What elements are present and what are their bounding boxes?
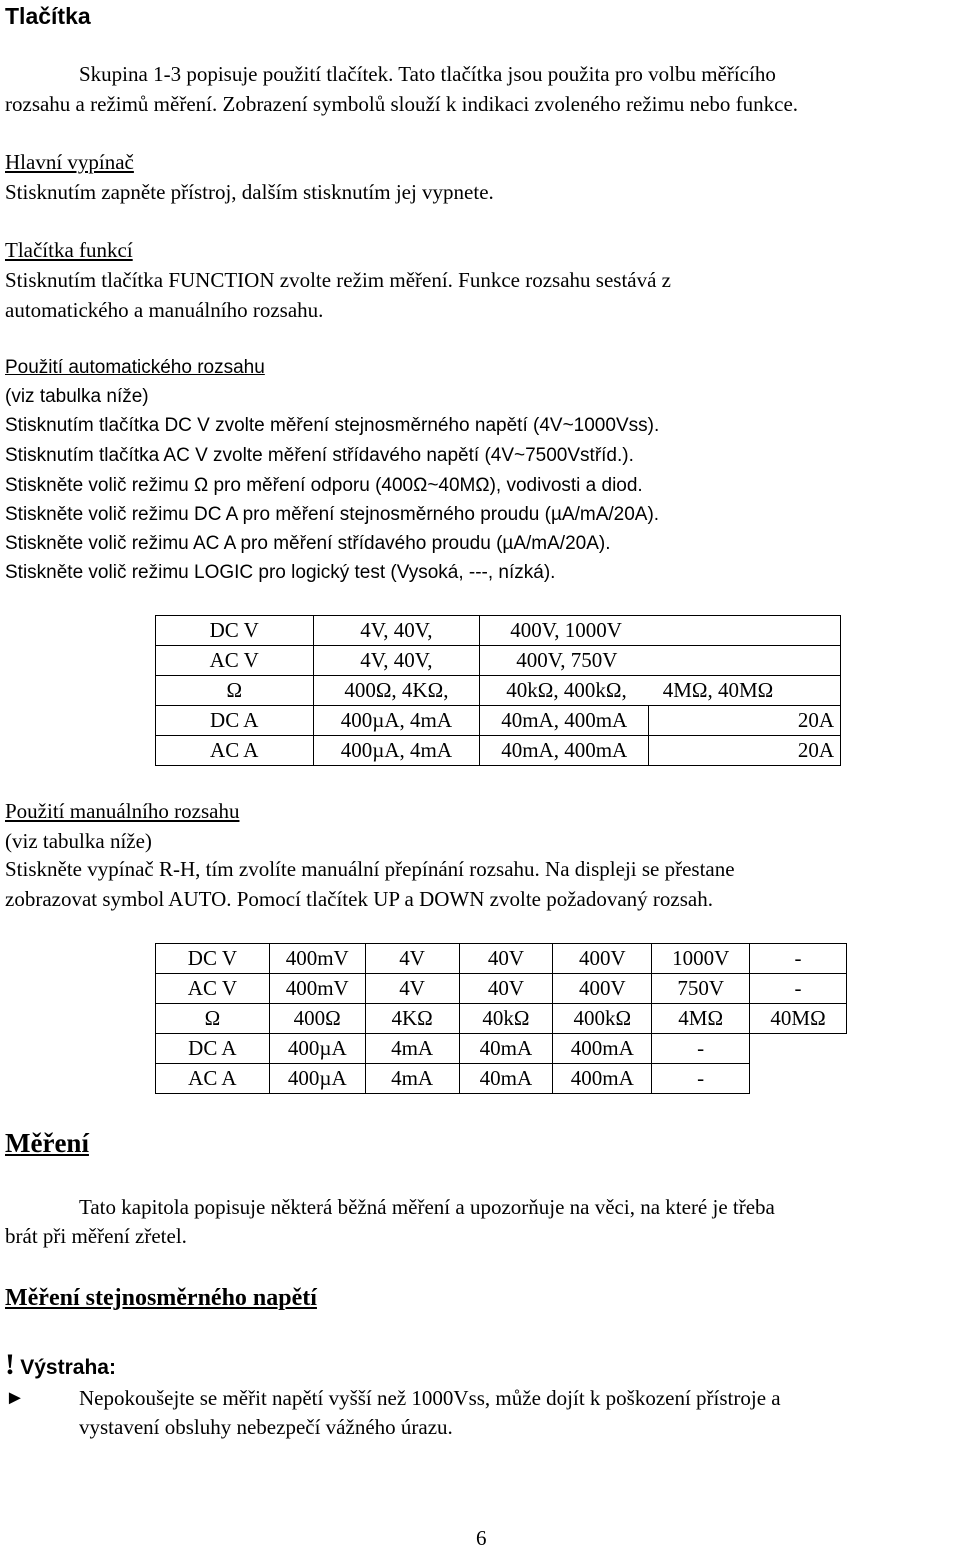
table-cell: AC V bbox=[156, 974, 270, 1004]
power-text: Stisknutím zapněte přístroj, dalším stisknutím jej vypnete. bbox=[5, 180, 494, 204]
section-heading-measurement: Měření bbox=[5, 1128, 89, 1158]
table-row bbox=[156, 944, 847, 974]
table-cell: 4V bbox=[365, 974, 459, 1004]
table-cell-part: 4MΩ, 40MΩ bbox=[662, 678, 774, 702]
table-cell: - bbox=[750, 944, 847, 974]
table-row bbox=[156, 706, 841, 736]
table-cell: 4KΩ bbox=[365, 1004, 459, 1034]
auto-range-note: (viz tabulka níže) bbox=[5, 386, 149, 407]
table-cell: 400mV bbox=[269, 944, 365, 974]
table-cell: 4mA bbox=[365, 1064, 459, 1094]
table-cell: 400Ω bbox=[269, 1004, 365, 1034]
table-cell bbox=[480, 676, 841, 706]
manual-range-line-2: zobrazovat symbol AUTO. Pomocí tlačítek UP a DOWN zvolte požadovaný rozsah. bbox=[5, 887, 713, 911]
table-row bbox=[156, 616, 841, 646]
manual-range-title: Použití manuálního rozsahu bbox=[5, 799, 240, 823]
table-cell: 400mA bbox=[553, 1064, 652, 1094]
table-cell: DC V bbox=[156, 944, 270, 974]
power-title: Hlavní vypínač bbox=[5, 150, 134, 174]
table-cell: AC A bbox=[156, 736, 314, 766]
auto-range-line: Stisknutím tlačítka AC V zvolte měření střídavého napětí (4V~7500Vstříd.). bbox=[5, 445, 634, 466]
table-cell: 400Ω, 4KΩ, bbox=[313, 676, 480, 706]
table-cell: Ω bbox=[156, 1004, 270, 1034]
auto-range-table bbox=[155, 615, 841, 766]
table-row bbox=[156, 736, 841, 766]
table-cell: 400µA bbox=[269, 1034, 365, 1064]
table-cell: - bbox=[652, 1064, 750, 1094]
intro-line-1: Skupina 1-3 popisuje použití tlačítek. Tato tlačítka jsou použita pro volbu měřícího bbox=[79, 62, 776, 86]
table-cell: DC A bbox=[156, 1034, 270, 1064]
table-cell: - bbox=[750, 974, 847, 1004]
table-cell: 400V, 1000V bbox=[480, 616, 841, 646]
section-heading-buttons: Tlačítka bbox=[5, 3, 91, 29]
table-cell: 40mA bbox=[459, 1064, 553, 1094]
table-row bbox=[156, 676, 841, 706]
table-row bbox=[156, 646, 841, 676]
table-cell: 400µA bbox=[269, 1064, 365, 1094]
table-cell: 20A bbox=[649, 736, 841, 766]
warning-line-2: vystavení obsluhy nebezpečí vážného úrazu. bbox=[79, 1415, 453, 1439]
table-cell: 40MΩ bbox=[750, 1004, 847, 1034]
intro-line-2: rozsahu a režimů měření. Zobrazení symbolů slouží k indikaci zvoleného režimu nebo funkce. bbox=[5, 92, 799, 116]
auto-range-line: Stiskněte volič režimu LOGIC pro logický test (Vysoká, ---, nízká). bbox=[5, 562, 556, 583]
table-cell: 4MΩ bbox=[652, 1004, 750, 1034]
table-cell: 400µA, 4mA bbox=[313, 736, 480, 766]
auto-range-line: Stiskněte volič režimu Ω pro měření odporu (400Ω~40MΩ), vodivosti a diod. bbox=[5, 475, 643, 496]
table-row bbox=[156, 1004, 847, 1034]
table-cell: 4mA bbox=[365, 1034, 459, 1064]
manual-range-note: (viz tabulka níže) bbox=[5, 829, 152, 853]
warning bbox=[5, 1350, 116, 1380]
auto-range-line: Stiskněte volič režimu DC A pro měření stejnosměrného proudu (µA/mA/20A). bbox=[5, 504, 660, 525]
auto-range-title: Použití automatického rozsahu bbox=[5, 357, 265, 378]
table-cell: 40mA bbox=[459, 1034, 553, 1064]
table-cell: 4V bbox=[365, 944, 459, 974]
table-cell bbox=[750, 1064, 847, 1094]
function-line-1: Stisknutím tlačítka FUNCTION zvolte režim měření. Funkce rozsahu sestává z bbox=[5, 268, 672, 292]
table-row bbox=[156, 1034, 847, 1064]
table-cell: 1000V bbox=[652, 944, 750, 974]
table-cell: Ω bbox=[156, 676, 314, 706]
table-cell: 400kΩ bbox=[553, 1004, 652, 1034]
bullet-arrow-icon: ► bbox=[5, 1387, 25, 1409]
table-cell: 400µA, 4mA bbox=[313, 706, 480, 736]
table-cell: 750V bbox=[652, 974, 750, 1004]
table-cell: 400V bbox=[553, 944, 652, 974]
function-line-2: automatického a manuálního rozsahu. bbox=[5, 298, 324, 322]
page-number: 6 bbox=[476, 1526, 487, 1550]
table-row bbox=[156, 974, 847, 1004]
function-title: Tlačítka funkcí bbox=[5, 238, 133, 262]
measurement-line-2: brát při měření zřetel. bbox=[5, 1224, 187, 1248]
auto-range-line: Stiskněte volič režimu AC A pro měření střídavého proudu (µA/mA/20A). bbox=[5, 533, 611, 554]
table-cell: 40mA, 400mA bbox=[480, 706, 649, 736]
table-cell: 40kΩ bbox=[459, 1004, 553, 1034]
table-cell-part: 40kΩ, 400kΩ, bbox=[506, 678, 627, 702]
table-cell: 400V bbox=[553, 974, 652, 1004]
table-cell: 400V, 750V bbox=[480, 646, 841, 676]
table-cell: AC A bbox=[156, 1064, 270, 1094]
section-heading-dc-voltage: Měření stejnosměrného napětí bbox=[5, 1285, 317, 1311]
table-row bbox=[156, 1064, 847, 1094]
manual-range-line-1: Stiskněte vypínač R-H, tím zvolíte manuální přepínání rozsahu. Na displeji se přestane bbox=[5, 857, 735, 881]
warning-icon: ! bbox=[5, 1348, 15, 1381]
manual-range-table bbox=[155, 943, 847, 1094]
table-cell: - bbox=[652, 1034, 750, 1064]
table-cell: DC V bbox=[156, 616, 314, 646]
table-cell: 20A bbox=[649, 706, 841, 736]
table-cell bbox=[750, 1034, 847, 1064]
table-cell: 40V bbox=[459, 974, 553, 1004]
table-cell: 40mA, 400mA bbox=[480, 736, 649, 766]
table-cell: DC A bbox=[156, 706, 314, 736]
table-cell: AC V bbox=[156, 646, 314, 676]
table-cell: 400mA bbox=[553, 1034, 652, 1064]
warning-label: Výstraha: bbox=[20, 1356, 116, 1379]
table-cell: 400mV bbox=[269, 974, 365, 1004]
table-cell: 40V bbox=[459, 944, 553, 974]
table-cell: 4V, 40V, bbox=[313, 646, 480, 676]
warning-line-1: Nepokoušejte se měřit napětí vyšší než 1000Vss, může dojít k poškození přístroje a bbox=[79, 1386, 781, 1410]
measurement-line-1: Tato kapitola popisuje některá běžná měření a upozorňuje na věci, na které je třeba bbox=[79, 1195, 775, 1219]
auto-range-line: Stisknutím tlačítka DC V zvolte měření stejnosměrného napětí (4V~1000Vss). bbox=[5, 415, 660, 436]
table-cell: 4V, 40V, bbox=[313, 616, 480, 646]
